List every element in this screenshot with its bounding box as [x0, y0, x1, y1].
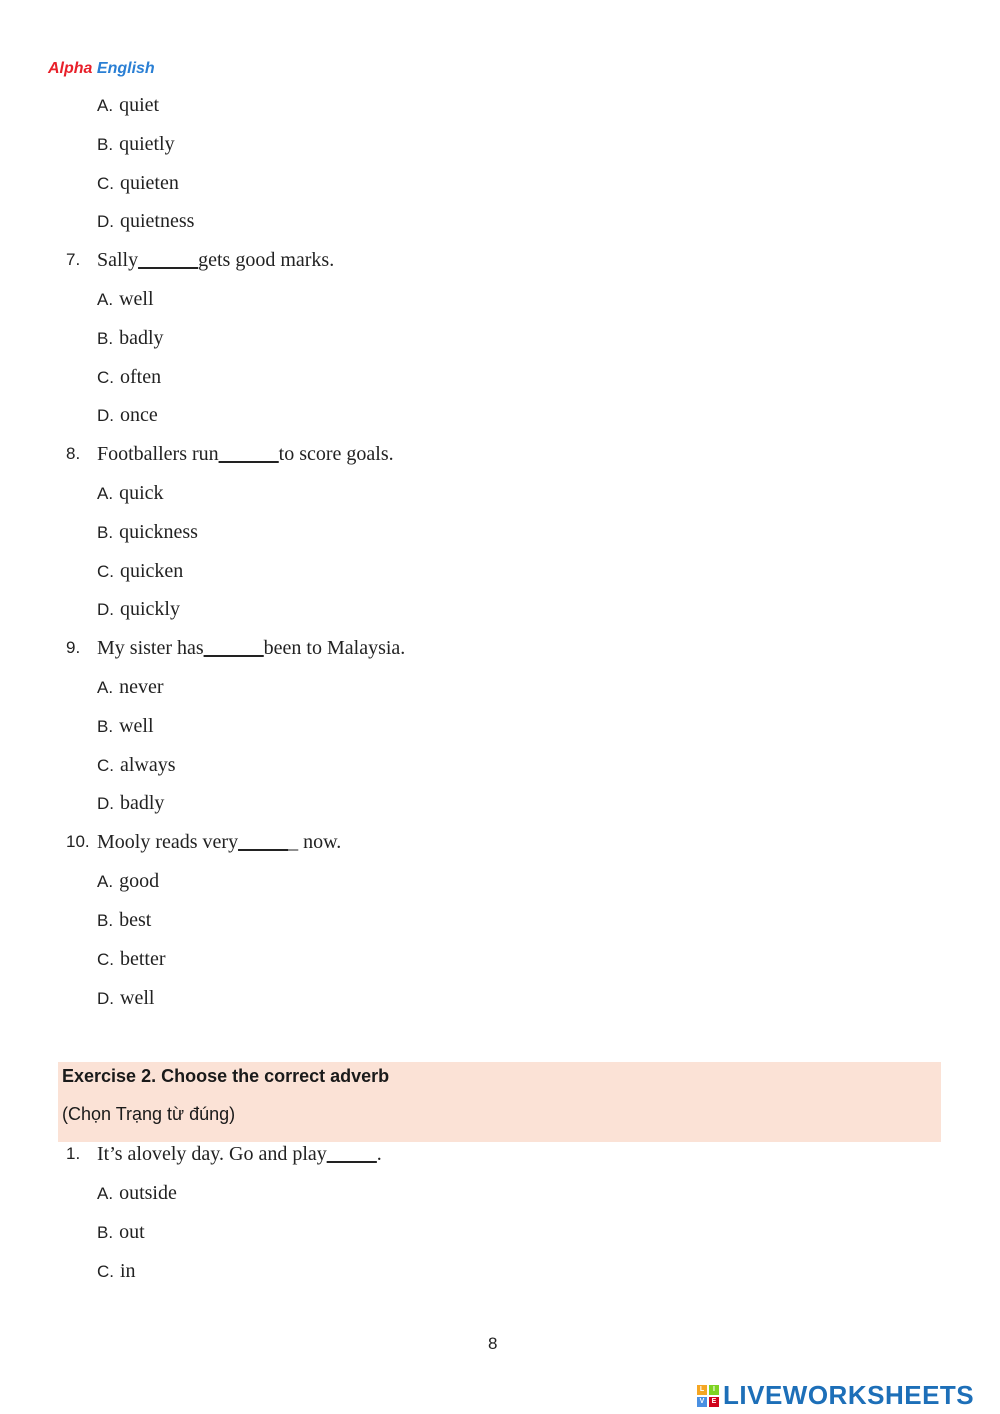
q7-option-a[interactable]: A. well [97, 288, 154, 310]
q7-option-c[interactable]: C. often [97, 366, 162, 388]
q9-option-b[interactable]: B. well [97, 715, 154, 737]
q6-option-a[interactable]: A. quiet [97, 94, 160, 116]
q6-option-b[interactable]: B. quietly [97, 133, 175, 155]
exercise-title: Exercise 2. Choose the correct adverb [62, 1066, 390, 1086]
page-number: 8 [488, 1334, 498, 1353]
logo-tile: I [709, 1385, 719, 1395]
brand-header [48, 60, 155, 78]
brand-english: English [96, 60, 155, 77]
q6-option-c[interactable]: C. quieten [97, 172, 179, 194]
q8-option-d[interactable]: D. quickly [97, 598, 180, 620]
ex2-q1-option-a[interactable]: A. outside [97, 1182, 177, 1204]
q8-option-b[interactable]: B. quickness [97, 521, 198, 543]
q6-option-d[interactable]: D. quietness [97, 210, 195, 232]
brand-alpha: Alpha [48, 60, 93, 77]
ex2-q1-option-b[interactable]: B. out [97, 1221, 145, 1243]
answer-blank: _____ [238, 831, 289, 853]
question-number: 9. [66, 638, 81, 657]
q8-option-a[interactable]: A. quick [97, 482, 164, 504]
exercise-subtitle: (Chọn Trạng từ đúng) [62, 1104, 236, 1124]
q7-option-b[interactable]: B. badly [97, 327, 164, 349]
logo-icon [697, 1385, 719, 1407]
q10-option-c[interactable]: C. better [97, 948, 166, 970]
question-number: 7. [66, 250, 81, 269]
liveworksheets-logo [697, 1380, 974, 1411]
logo-text: LIVEWORKSHEETS [723, 1380, 975, 1410]
q7-option-d[interactable]: D. once [97, 404, 158, 426]
answer-blank: ______ [218, 443, 279, 465]
answer-blank: _____ [326, 1143, 377, 1165]
q10-option-d[interactable]: D. well [97, 987, 155, 1009]
exercise-2-header [58, 1062, 941, 1142]
question-number: 10. [66, 832, 90, 851]
question-number: 8. [66, 444, 81, 463]
answer-blank: ______ [203, 637, 264, 659]
q8-option-c[interactable]: C. quicken [97, 560, 184, 582]
ex2-q1-option-c[interactable]: C. in [97, 1260, 136, 1282]
q9-option-a[interactable]: A. never [97, 676, 164, 698]
q9-option-c[interactable]: C. always [97, 754, 176, 776]
q10-option-a[interactable]: A. good [97, 870, 160, 892]
q10-option-b[interactable]: B. best [97, 909, 152, 931]
logo-tile: V [697, 1397, 707, 1407]
q9-option-d[interactable]: D. badly [97, 792, 165, 814]
logo-tile: L [697, 1385, 707, 1395]
question-number: 1. [66, 1144, 81, 1163]
logo-tile: E [709, 1397, 719, 1407]
answer-blank: ______ [138, 249, 199, 271]
